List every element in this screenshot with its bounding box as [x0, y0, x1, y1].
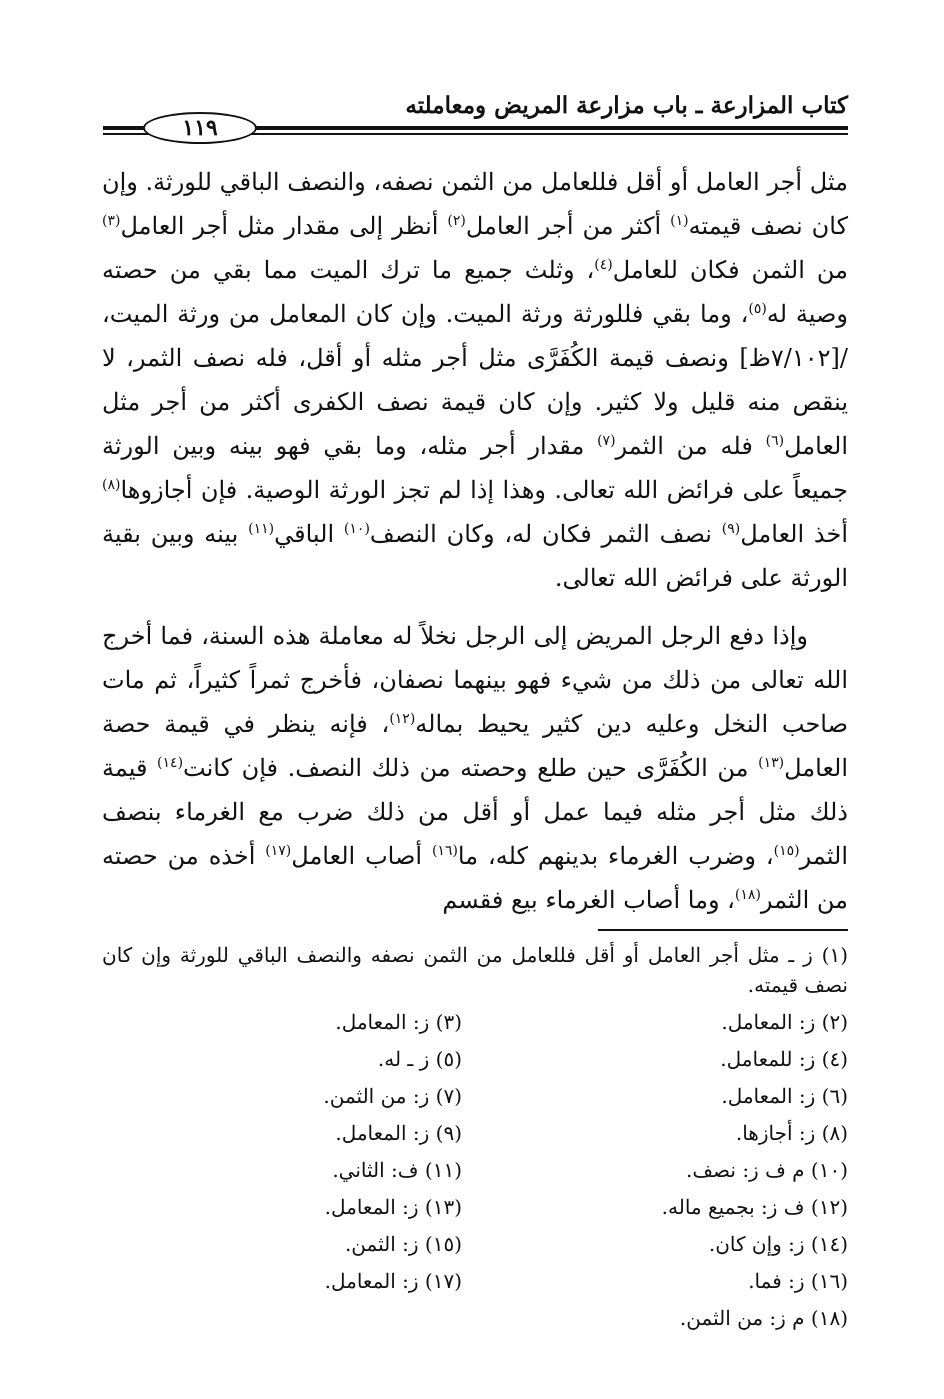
main-text	[102, 160, 848, 922]
footnote-entry: (١٥) ز: الثمن.	[344, 1232, 462, 1256]
text-segment: مقدار أجر مثله، وما بقي فهو بينه وبين الورثة جميعاً على فرائض الله تعالى. وهذا إذا لم تجز الورثة الوصية. فإن أجازوها	[102, 432, 848, 504]
footnote-entry: (٥) ز ـ له.	[377, 1047, 462, 1071]
footnote-marker: (١٢)	[389, 711, 416, 727]
footnote-marker: (١٦)	[431, 843, 458, 859]
text-segment: أصاب العامل	[291, 842, 432, 870]
text-segment: نصف الثمر فكان له، وكان النصف	[369, 520, 722, 548]
text-segment: ، وضرب الغرماء بدينهم كله، ما	[457, 842, 774, 870]
footnote-entry: (١٤) ز: وإن كان.	[708, 1232, 848, 1256]
paragraph-1	[102, 160, 848, 600]
text-segment: ، فإنه ينظر في قيمة حصة العامل	[102, 710, 848, 782]
footnotes	[102, 940, 848, 1337]
footnote-marker: (١٨)	[734, 887, 761, 903]
paragraph-2	[102, 614, 848, 922]
footnote-marker: (١٠)	[343, 521, 370, 537]
footnote-entry	[102, 1300, 462, 1337]
footnote-entry: (٢) ز: المعامل.	[721, 1010, 848, 1034]
footnote-marker: (٤)	[594, 257, 613, 273]
footnote-marker: (٣)	[102, 213, 121, 229]
footnote-entry: (٤) ز: للمعامل.	[720, 1047, 848, 1071]
text-segment: أنظر إلى مقدار مثل أجر العامل	[120, 212, 448, 240]
text-segment: الباقي	[274, 520, 344, 548]
footnote-marker: (٦)	[765, 433, 785, 449]
text-segment: من الثمن فكان للعامل	[612, 256, 848, 284]
footnote-marker: (٢)	[447, 213, 466, 229]
footnote-marker: (١٧)	[265, 843, 292, 859]
footnote-marker: (١٥)	[773, 843, 800, 859]
text-segment: فله من الثمر	[615, 432, 766, 460]
text-segment: ، وما أصاب الغرماء بيع فقسم	[442, 886, 735, 914]
footnote-marker: (٨)	[102, 477, 121, 493]
footnote-separator	[598, 929, 848, 931]
footnote-marker: (٩)	[721, 521, 741, 537]
footnote-entry: (١٢) ف ز: بجميع ماله.	[661, 1195, 848, 1219]
text-segment: ، وثلث جميع ما ترك الميت مما بقي من حصته وصية له	[102, 256, 848, 328]
text-segment: أخذه من حصته من الثمر	[102, 842, 848, 914]
text-segment: بينه وبين بقية الورثة على فرائض الله تعالى.	[102, 520, 848, 592]
footnote-entry: (٦) ز: المعامل.	[721, 1084, 848, 1108]
footnote-entry: (١٧) ز: المعامل.	[324, 1269, 462, 1293]
footnote-grid	[102, 1004, 848, 1337]
footnote-entry: (٧) ز: من الثمن.	[323, 1084, 462, 1108]
text-segment: أكثر من أجر العامل	[465, 212, 671, 240]
footnote-entry: (١٦) ز: فما.	[748, 1269, 848, 1293]
footnote-marker: (١٤)	[157, 755, 184, 771]
page-number: ١١٩	[143, 112, 257, 144]
footnote-entry: (٨) ز: أجازها.	[735, 1121, 848, 1145]
text-segment: من الكُفَرَّى حين طلع وحصته من ذلك النصف. فإن كانت	[183, 754, 759, 782]
footnote-marker: (٧)	[597, 433, 616, 449]
footnote-entry: (١١) ف: الثاني.	[332, 1158, 462, 1182]
text-segment: قيمة ذلك مثل أجر مثله فيما عمل أو أقل من ذلك ضرب مع الغرماء بنصف الثمر	[102, 754, 848, 870]
footnote-1: (١) ز ـ مثل أجر العامل أو أقل فللعامل من الثمن نصفه والنصف الباقي للورثة وإن كان نصف قيمته.	[102, 943, 848, 997]
footnote-marker: (١١)	[248, 521, 275, 537]
footnote-marker: (١٣)	[758, 755, 785, 771]
footnote-marker: (٥)	[748, 301, 767, 317]
text-segment: وإذا دفع الرجل المريض إلى الرجل نخلاً له معاملة هذه السنة، فما أخرج الله تعالى من ذلك من شيء فهو بينهما نصفان، فأخرج ثمراً كثيراً، ثم مات صاحب النخل وعليه دين كثير يحيط بماله	[102, 622, 848, 738]
footnote-entry: (١٣) ز: المعامل.	[324, 1195, 462, 1219]
text-segment: مثل أجر العامل أو أقل فللعامل من الثمن نصفه، والنصف الباقي للورثة. وإن كان نصف قيمته	[102, 168, 849, 240]
footnote-entry: (٩) ز: المعامل.	[335, 1121, 462, 1145]
footnote-entry: (١٠) م ف ز: نصف.	[685, 1158, 848, 1182]
text-segment: ، وما بقي فللورثة ورثة الميت. وإن كان المعامل من ورثة الميت، /[٧/١٠٢ظ] ونصف قيمة الكُفَرَّى مثل أجر مثله أو أقل، فله نصف الثمر، لا ينقص منه قليل ولا كثير. وإن كان قيمة نصف الكفرى أكثر من أجر مثل العامل	[102, 300, 848, 460]
text-segment: أخذ العامل	[740, 520, 849, 548]
running-title: كتاب المزارعة ـ باب مزارعة المريض ومعاملته	[405, 92, 848, 119]
footnote-entry: (٣) ز: المعامل.	[335, 1010, 462, 1034]
footnote-marker: (١)	[670, 213, 689, 229]
footnote-entry: (١٨) م ز: من الثمن.	[679, 1306, 848, 1330]
header-rule	[103, 112, 848, 142]
